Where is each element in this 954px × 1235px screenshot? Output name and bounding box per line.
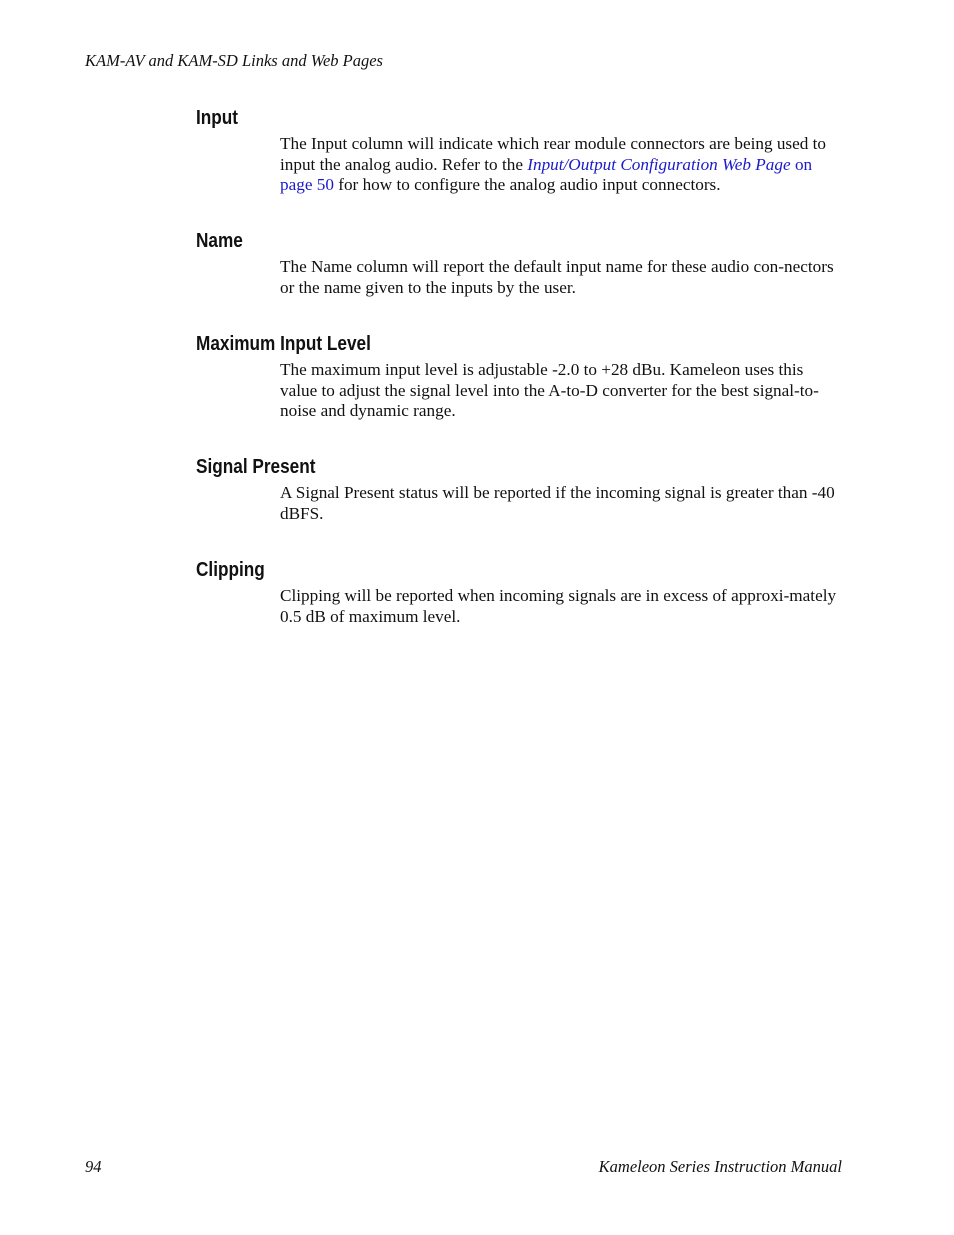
- running-header: KAM-AV and KAM-SD Links and Web Pages: [85, 51, 383, 70]
- page-number: 94: [85, 1157, 102, 1176]
- manual-title: Kameleon Series Instruction Manual: [598, 1157, 842, 1176]
- section-body-clipping: Clipping will be reported when incoming signals are in excess of approxi-mately 0.5 dB of maximum level.: [280, 586, 837, 626]
- body-text-after-link: for how to configure the analog audio input connectors.: [333, 175, 721, 195]
- section-body-name: The Name column will report the default input name for these audio con-nectors or the name given to the inputs by the user.: [280, 257, 834, 297]
- running-footer: [85, 1156, 842, 1178]
- section-heading-maximum-input-level: Maximum Input Level: [196, 333, 371, 355]
- section-heading-clipping: Clipping: [196, 559, 265, 581]
- section-heading-signal-present: Signal Present: [196, 456, 316, 478]
- section-body-maximum-input-level: The maximum input level is adjustable -2.0 to +28 dBu. Kameleon uses this value to adjust the signal level into the A-to-D converter for the best signal-to-noise and dynamic range.: [280, 360, 819, 421]
- section-heading-input: Input: [196, 107, 239, 129]
- cross-reference-page: on page 50: [280, 154, 813, 195]
- section-heading-name: Name: [196, 230, 243, 252]
- section-body-input: [280, 134, 842, 196]
- section-body-signal-present: A Signal Present status will be reported if the incoming signal is greater than -40 dBFS.: [280, 483, 835, 523]
- body-text-before-link: The Input column will indicate which rear module connectors are being used to input the analog audio. Refer to the: [280, 134, 827, 174]
- cross-reference-title: Input/Output Configuration Web Page: [527, 154, 791, 174]
